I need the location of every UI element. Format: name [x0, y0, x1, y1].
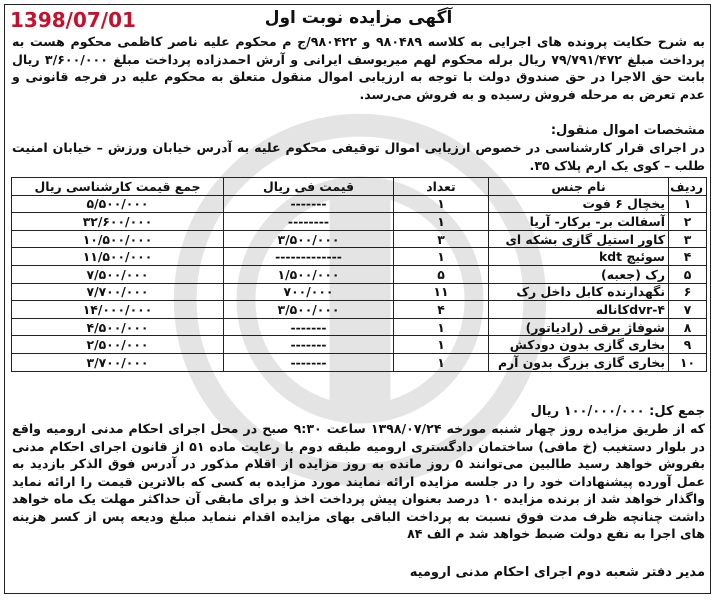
row-unit-price: ۳/۵۰۰/۰۰۰ — [224, 301, 394, 319]
row-idx: ۶ — [669, 283, 707, 301]
specs-label: مشخصات اموال منقول: — [550, 123, 705, 138]
row-idx: ۲ — [669, 213, 707, 231]
notice-intro: به شرح حکایت پرونده های اجرایی به کلاسه ۹۸۰۴۸۹ و ۹۸۰۴۲۲/ج م محکوم علیه ناصر کاظمی محکوم هست به پرداخت مبلغ ۷۹/۷۹۱/۴۷۲ ریال برله محکوم لهم میریوسف ایرانی و آرش احمدزاده پرداخت مبلغ ۳/۶۰۰/۰۰۰ ریال بابت حق الاجرا در حق صندوق دولت با توجه به ارزیابی اموال منقول متعلق به محکوم علیه در فرجه قانونی و عدم تعرض به مرحله فروش رسیده و به فروش می‌رسد. — [12, 34, 705, 102]
grand-total: جمع کل: ۱۰۰/۰۰۰/۰۰۰ ریال — [530, 404, 705, 419]
row-name: آسفالت بر- برکار- آریا — [489, 213, 669, 231]
row-qty: ۱ — [394, 318, 489, 336]
table-row — [12, 318, 707, 336]
row-unit-price: ۷۰۰/۰۰۰ — [224, 283, 394, 301]
table-row — [12, 301, 707, 319]
row-qty: ۱ — [394, 195, 489, 213]
table-row — [12, 230, 707, 248]
row-qty: ۱ — [394, 213, 489, 231]
row-unit-price: ------- — [224, 318, 394, 336]
row-name: بخاری گازی بزرگ بدون آرم — [489, 353, 669, 371]
row-total: ۷/۵۰۰/۰۰۰ — [12, 265, 224, 283]
row-qty: ۴ — [394, 301, 489, 319]
row-unit-price: ------------- — [224, 248, 394, 266]
items-table — [11, 177, 707, 372]
row-unit-price: ۱/۵۰۰/۰۰۰ — [224, 265, 394, 283]
header-unit-price: قیمت فی ریال — [224, 178, 394, 196]
row-name: dvr-۴کاناله — [489, 301, 669, 319]
row-idx: ۱ — [669, 195, 707, 213]
row-total: ۱۱/۵۰۰/۰۰۰ — [12, 248, 224, 266]
notice-date: 1398/07/01 — [10, 8, 136, 32]
table-row — [12, 195, 707, 213]
row-idx: ۴ — [669, 248, 707, 266]
auction-terms: که از طریق مزایده روز چهار شنبه مورخه ۱۳۹۸/۰۷/۲۴ ساعت ۹:۳۰ صبح در محل اجرای احکام مدنی ارومیه واقع در بلوار دستغیب (خ مافی) ساختمان دادگستری ارومیه طبقه دوم با رعایت ماده ۵۱ از قانون اجرای احکام مدنی بفروش خواهد رسید طالبین می‌توانند ۵ روز مانده به روز مزایده از اقلام مذکور در آدرس فوق الذکر بازدید به عمل آورده پیشنهادات خود را در جلسه مزایده ارائه نمایند مورد مزایده به کسی که بالاترین قیمت را ارائه نماید واگذار خواهد شد از برنده مزایده ۱۰ درصد بعنوان پیش پرداخت اخذ و برای مابقی آن حداکثر مهلت یک ماه خواهد داشت چنانچه ظرف مدت فوق نسبت به پرداخت الباقی بهای مزایده اقدام ننماید مبلغ ودیعه پس از کسر هزینه های اجرا به نفع دولت ضبط خواهد شد م الف ۸۴ — [12, 421, 705, 541]
row-idx: ۸ — [669, 318, 707, 336]
specs-text: در اجرای قرار کارشناسی در خصوص ارزیابی اموال توقیفی محکوم علیه به آدرس خیابان ورزش – خیابان امنیت طلب – کوی یک ارم پلاک ۳۵. — [12, 140, 705, 173]
header-qty: تعداد — [394, 178, 489, 196]
row-name: شوفاژ برقی (رادیاتور) — [489, 318, 669, 336]
row-unit-price: ۳/۵۰۰/۰۰۰ — [224, 230, 394, 248]
row-total: ۲/۵۰۰/۰۰۰ — [12, 336, 224, 354]
row-qty: ۱ — [394, 353, 489, 371]
row-unit-price: ------- — [224, 353, 394, 371]
row-total: ۱۴/۰۰۰/۰۰۰ — [12, 301, 224, 319]
row-name: کاور استیل گازی بشکه ای — [489, 230, 669, 248]
row-name: نگهدارنده کابل داخل رک — [489, 283, 669, 301]
row-total: ۱۰/۵۰۰/۰۰۰ — [12, 230, 224, 248]
table-row — [12, 248, 707, 266]
table-row — [12, 213, 707, 231]
table-row — [12, 265, 707, 283]
row-idx: ۷ — [669, 301, 707, 319]
row-name: بخاری گازی بدون دودکش — [489, 336, 669, 354]
row-unit-price: -------- — [224, 213, 394, 231]
table-row — [12, 336, 707, 354]
signature: مدیر دفتر شعبه دوم اجرای احکام مدنی ارومیه — [409, 565, 705, 580]
row-total: ۷/۷۰۰/۰۰۰ — [12, 283, 224, 301]
row-qty: ۱ — [394, 248, 489, 266]
row-qty: ۵ — [394, 265, 489, 283]
row-idx: ۹ — [669, 336, 707, 354]
row-name: رک (جعبه) — [489, 265, 669, 283]
header-idx: ردیف — [669, 178, 707, 196]
row-idx: ۳ — [669, 230, 707, 248]
notice-title: آگهی مزایده نوبت اول — [264, 8, 453, 28]
row-qty: ۱۱ — [394, 283, 489, 301]
row-qty: ۳ — [394, 230, 489, 248]
row-idx: ۱۰ — [669, 353, 707, 371]
row-name: یخچال ۶ فوت — [489, 195, 669, 213]
table-row — [12, 353, 707, 371]
row-total: ۴/۵۰۰/۰۰۰ — [12, 318, 224, 336]
row-total: ۳/۷۰۰/۰۰۰ — [12, 353, 224, 371]
row-total: ۵/۵۰۰/۰۰۰ — [12, 195, 224, 213]
header-name: نام جنس — [489, 178, 669, 196]
row-idx: ۵ — [669, 265, 707, 283]
table-row — [12, 283, 707, 301]
row-total: ۳۲/۶۰۰/۰۰۰ — [12, 213, 224, 231]
row-qty: ۱ — [394, 336, 489, 354]
row-name: سوئیچ kdt — [489, 248, 669, 266]
row-unit-price: ------- — [224, 195, 394, 213]
header-total: جمع قیمت کارشناسی ریال — [12, 178, 224, 196]
table-header-row — [12, 178, 707, 196]
row-unit-price: ------- — [224, 336, 394, 354]
